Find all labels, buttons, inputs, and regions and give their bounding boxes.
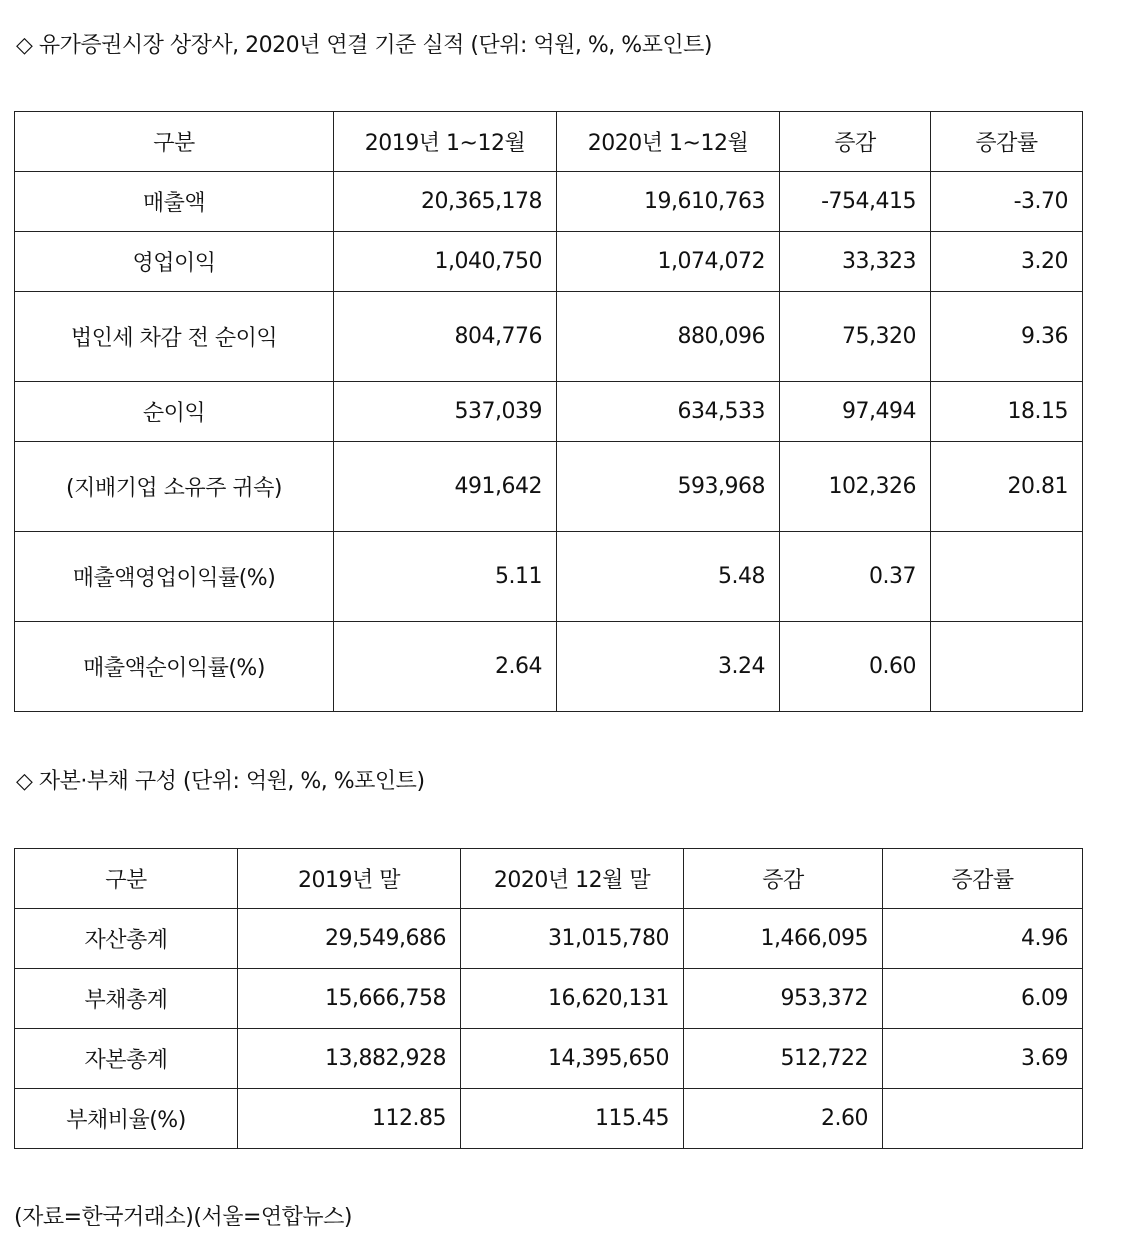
table-row [15,292,1083,382]
table-row [15,622,1083,712]
table-header-row [15,112,1083,172]
table-cell: 3.69 [883,1029,1083,1089]
column-header: 증감률 [883,849,1083,909]
table-cell: 2.64 [334,622,557,712]
column-header: 증감률 [931,112,1083,172]
table-header-row [15,849,1083,909]
column-header: 구분 [15,849,238,909]
row-label: 법인세 차감 전 순이익 [15,292,334,382]
table-cell: 115.45 [461,1089,684,1149]
table-cell: 512,722 [684,1029,883,1089]
capital-liability-table [14,848,1083,1149]
table-cell: 20,365,178 [334,172,557,232]
table-cell: 18.15 [931,382,1083,442]
column-header: 구분 [15,112,334,172]
column-header: 2020년 12월 말 [461,849,684,909]
table-cell: 97,494 [780,382,931,442]
row-label: 영업이익 [15,232,334,292]
table-cell: 5.11 [334,532,557,622]
table-cell: 14,395,650 [461,1029,684,1089]
row-label: (지배기업 소유주 귀속) [15,442,334,532]
row-label: 자본총계 [15,1029,238,1089]
table-cell: 0.60 [780,622,931,712]
table-cell: 1,466,095 [684,909,883,969]
table-row [15,232,1083,292]
table-row [15,1029,1083,1089]
earnings-table [14,111,1083,712]
table-cell: 6.09 [883,969,1083,1029]
table-cell: 75,320 [780,292,931,382]
table-cell: 593,968 [557,442,780,532]
row-label: 매출액영업이익률(%) [15,532,334,622]
table-cell: 2.60 [684,1089,883,1149]
table-row [15,1089,1083,1149]
table-cell [931,622,1083,712]
table-cell: 0.37 [780,532,931,622]
table-cell: 20.81 [931,442,1083,532]
section-1-heading: ◇ 유가증권시장 상장사, 2020년 연결 기준 실적 (단위: 억원, %, %포인트) [16,33,713,58]
table-row [15,172,1083,232]
table-cell: 3.20 [931,232,1083,292]
table-row [15,909,1083,969]
table-row [15,442,1083,532]
row-label: 매출액순이익률(%) [15,622,334,712]
table-cell: 4.96 [883,909,1083,969]
table-cell: 16,620,131 [461,969,684,1029]
table-row [15,382,1083,442]
table-cell [883,1089,1083,1149]
table-cell: 13,882,928 [238,1029,461,1089]
table-cell: -754,415 [780,172,931,232]
column-header: 2019년 1~12월 [334,112,557,172]
table-cell: 33,323 [780,232,931,292]
table-row [15,969,1083,1029]
table-cell: 634,533 [557,382,780,442]
table-cell: 5.48 [557,532,780,622]
row-label: 매출액 [15,172,334,232]
table-cell: 491,642 [334,442,557,532]
table-cell: 102,326 [780,442,931,532]
table-cell: -3.70 [931,172,1083,232]
table-cell: 1,040,750 [334,232,557,292]
table-cell: 880,096 [557,292,780,382]
section-2-heading: ◇ 자본·부채 구성 (단위: 억원, %, %포인트) [16,769,425,794]
row-label: 부채총계 [15,969,238,1029]
row-label: 자산총계 [15,909,238,969]
column-header: 증감 [684,849,883,909]
table-cell: 19,610,763 [557,172,780,232]
table-cell: 9.36 [931,292,1083,382]
table-cell: 29,549,686 [238,909,461,969]
table-cell: 15,666,758 [238,969,461,1029]
table-cell: 537,039 [334,382,557,442]
table-cell: 953,372 [684,969,883,1029]
table-cell: 112.85 [238,1089,461,1149]
row-label: 순이익 [15,382,334,442]
table-row [15,532,1083,622]
table-cell [931,532,1083,622]
column-header: 증감 [780,112,931,172]
table-cell: 1,074,072 [557,232,780,292]
row-label: 부채비율(%) [15,1089,238,1149]
table-cell: 31,015,780 [461,909,684,969]
table-cell: 3.24 [557,622,780,712]
table-cell: 804,776 [334,292,557,382]
column-header: 2019년 말 [238,849,461,909]
source-credit: (자료=한국거래소)(서울=연합뉴스) [14,1205,352,1230]
column-header: 2020년 1~12월 [557,112,780,172]
